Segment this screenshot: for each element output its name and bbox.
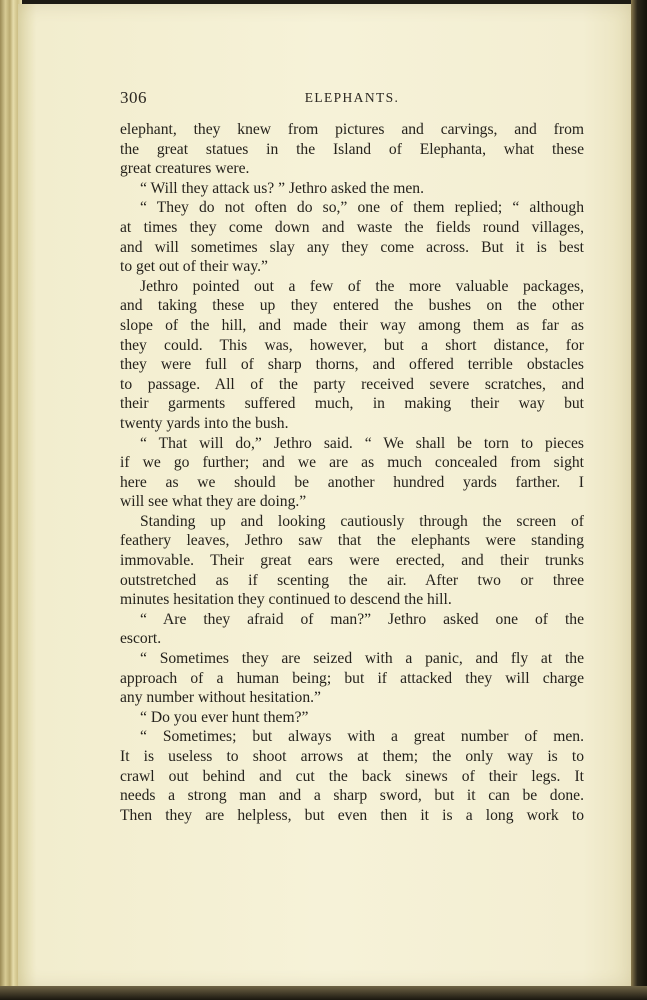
text-line: “ Do you ever hunt them?” — [140, 708, 309, 726]
text-line: Jethro pointed out a few of the more valuable packages, — [140, 277, 584, 295]
text-line: Then they are helpless, but even then it is a long work to — [120, 806, 584, 824]
text-line: they were full of sharp thorns, and offered terrible obstacles — [120, 356, 584, 374]
book-bottom-edge — [0, 986, 647, 1000]
text-line: immovable. Their great ears were erected, and their trunks — [120, 552, 584, 570]
text-line: escort. — [120, 630, 162, 648]
text-line: to passage. All of the party received severe scratches, and — [120, 375, 584, 393]
body-text — [120, 120, 584, 825]
text-line: “ They do not often do so,” one of them replied; “ although — [140, 199, 584, 217]
text-line: minutes hesitation they continued to descend the hill. — [120, 591, 452, 609]
text-line: twenty yards into the bush. — [120, 414, 289, 432]
text-line: It is useless to shoot arrows at them; the only way is to — [120, 748, 584, 765]
text-line: to get out of their way.” — [120, 258, 268, 276]
text-line: needs a strong man and a sharp sword, but it can be done. — [120, 787, 584, 805]
text-line: “ That will do,” Jethro said. “ We shall be torn to pieces — [140, 434, 584, 452]
text-line: and will sometimes slay any they come across. But it is best — [120, 238, 584, 256]
page-header — [120, 88, 584, 110]
text-line: great creatures were. — [120, 160, 250, 178]
text-line: and taking these up they entered the bushes on the other — [120, 297, 584, 315]
text-line: outstretched as if scenting the air. After two or three — [120, 571, 584, 589]
page-number: 306 — [120, 88, 147, 107]
text-line: crawl out behind and cut the back sinews of their legs. It — [120, 767, 584, 785]
text-line: slope of the hill, and made their way among them as far as — [120, 316, 584, 334]
text-line: Standing up and looking cautiously through the screen of — [140, 512, 584, 530]
book-cover-edge — [631, 0, 647, 1000]
text-line: if we go further; and we are as much concealed from sight — [120, 454, 584, 472]
text-line: any number without hesitation.” — [120, 689, 321, 707]
text-line: “ Sometimes they are seized with a panic, and fly at the — [140, 650, 584, 668]
text-line: feathery leaves, Jethro saw that the elephants were standing — [120, 532, 584, 550]
text-line: elephant, they knew from pictures and carvings, and from — [120, 121, 584, 138]
text-line: “ Sometimes; but always with a great number of men. — [140, 728, 584, 746]
text-line: at times they come down and waste the fields round villages, — [120, 218, 584, 236]
running-head: ELEPHANTS. — [304, 90, 400, 105]
text-line: “ Are they afraid of man?” Jethro asked one of the — [140, 610, 584, 628]
text-line: “ Will they attack us? ” Jethro asked the men. — [140, 179, 425, 197]
text-line: the great statues in the Island of Elephanta, what these — [120, 140, 584, 158]
text-line: approach of a human being; but if attacked they will charge — [120, 669, 584, 687]
text-line: will see what they are doing.” — [120, 493, 307, 511]
text-line: here as we should be another hundred yards farther. I — [120, 473, 584, 491]
text-line: they could. This was, however, but a short distance, for — [120, 336, 584, 354]
text-line: their garments suffered much, in making their way but — [120, 395, 584, 413]
